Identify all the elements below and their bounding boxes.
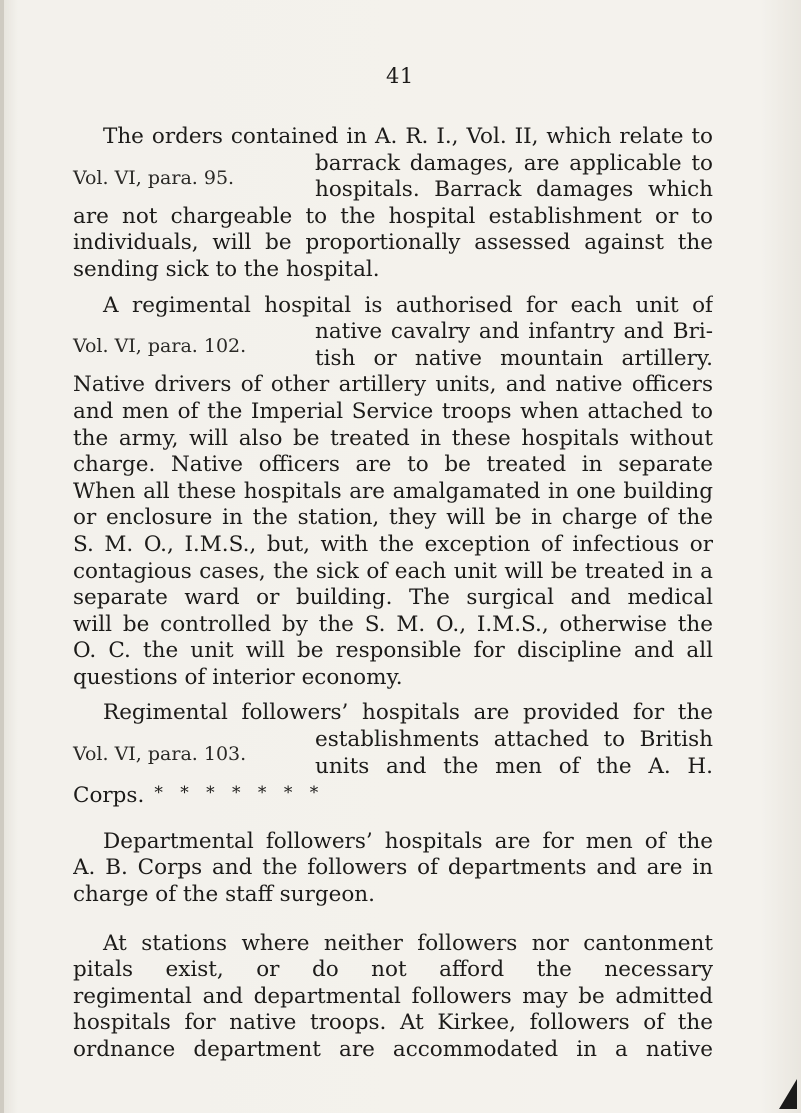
text-line: charge of the staff surgeon. [73, 882, 375, 908]
page-body [73, 124, 713, 1064]
text-line: questions of interior economy. [73, 664, 403, 690]
text-line: At stations where neither followers nor cantonment [103, 930, 713, 956]
margin-note-block [73, 151, 713, 204]
text-line: barrack damages, are applicable to [315, 150, 713, 176]
text-line: hospitals for native troops. At Kirkee, followers of the [73, 1010, 713, 1036]
text-line: S. M. O., I.M.S., but, with the exception of infectious or [73, 531, 713, 557]
text-line: regimental and departmental followers may be admitted [73, 983, 713, 1009]
text-line: contagious cases, the sick of each unit will be treated in a [73, 558, 713, 584]
omission-asterisks: * * * * * * * [154, 783, 325, 804]
margin-note-block [73, 319, 713, 372]
text-line: charge. Native officers are to be treated in separate [73, 452, 713, 478]
text-line: will be controlled by the S. M. O., I.M.S., otherwise the [73, 611, 713, 637]
margin-note-para-95: Vol. VI, para. 95. [73, 166, 235, 189]
corps-word: Corps. [73, 783, 145, 809]
binding-edge [0, 0, 4, 1113]
margin-note-para-102: Vol. VI, para. 102. [73, 335, 247, 358]
side-text [315, 727, 713, 780]
text-line: and men of the Imperial Service troops when attached to [73, 398, 713, 424]
text-line: A. B. Corps and the followers of departments and are in [73, 855, 713, 881]
paragraph-barrack-damages [73, 124, 713, 284]
paragraph-regimental-followers [73, 700, 713, 809]
paragraph-stations [73, 931, 713, 1064]
text-line: are not chargeable to the hospital establishment or to [73, 203, 713, 229]
side-text [315, 151, 713, 204]
text-line: When all these hospitals are amalgamated in one building [73, 478, 713, 504]
text-line: Native drivers of other artillery units, and native officers [73, 372, 713, 398]
text-line: individuals, will be proportionally assessed against the [73, 230, 713, 256]
text-line: The orders contained in A. R. I., Vol. II, which relate to [103, 124, 713, 149]
text-line: tish or native mountain artillery. [315, 345, 713, 371]
text-line: sending sick to the hospital. [73, 256, 380, 282]
text-line: A regimental hospital is authorised for each unit of [103, 292, 713, 318]
text-line [73, 780, 713, 807]
text-line: or enclosure in the station, they will be in charge of the [73, 505, 713, 531]
text-line: Departmental followers’ hospitals are for men of the [103, 828, 713, 854]
page-corner-mark [779, 1079, 797, 1109]
text-line: native cavalry and infantry and Bri- [315, 319, 713, 345]
page-number: 41 [386, 64, 414, 88]
margin-note-block [73, 727, 713, 780]
text-line: separate ward or building. The surgical and medical [73, 585, 713, 611]
margin-note-para-103: Vol. VI, para. 103. [73, 743, 247, 766]
text-line: establishments attached to British [315, 727, 713, 753]
text-line: Regimental followers’ hospitals are provided for the [103, 700, 713, 726]
text-line: hospitals. Barrack damages which [315, 177, 713, 203]
text-line: units and the men of the A. H. [315, 753, 713, 779]
paragraph-regimental-hospital [73, 293, 713, 692]
side-text [315, 319, 713, 372]
text-line: O. C. the unit will be responsible for discipline and all [73, 638, 713, 664]
text-line: the army, will also be treated in these hospitals without [73, 425, 713, 451]
text-line: ordnance department are accommodated in a native [73, 1037, 713, 1062]
paragraph-departmental-followers [73, 829, 713, 909]
text-line: pitals exist, or do not afford the necessary [73, 957, 713, 983]
